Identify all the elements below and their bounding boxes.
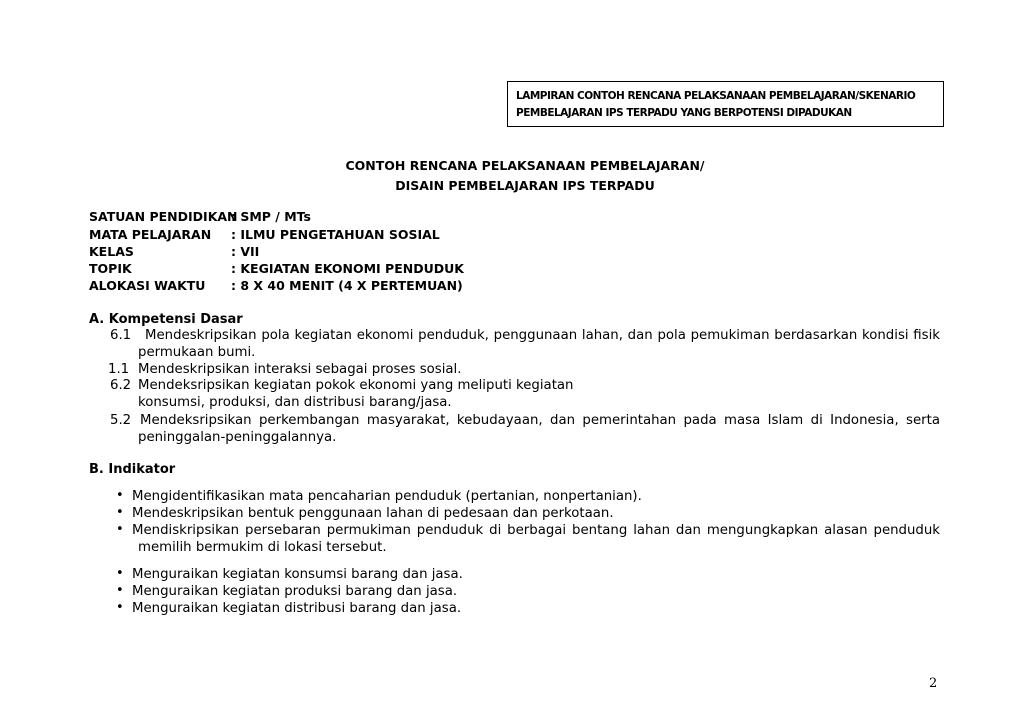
section-a-heading: A. Kompetensi Dasar	[89, 312, 243, 327]
identity-label: SATUAN PENDIDIKAN	[89, 209, 238, 224]
title-line-2: DISAIN PEMBELAJARAN IPS TERPADU	[395, 178, 655, 193]
document-title	[320, 156, 730, 196]
competency-text: Mendeskripsikan interaksi sebagai proses sosial.	[138, 362, 462, 377]
bullet-icon: •	[116, 488, 124, 503]
bullet-icon: •	[116, 505, 124, 520]
competency-text-cont: peninggalan-peninggalannya.	[138, 430, 337, 445]
attachment-line-2: PEMBELAJARAN IPS TERPADU YANG BERPOTENSI DIPADUKAN	[516, 107, 852, 119]
identity-value: : SMP / MTs	[231, 209, 311, 224]
competency-text-cont: permukaan bumi.	[138, 345, 256, 360]
identity-value: : ILMU PENGETAHUAN SOSIAL	[231, 227, 440, 242]
indicator-text: Mendeskripsikan bentuk penggunaan lahan di pedesaan dan perkotaan.	[132, 506, 614, 521]
attachment-box	[507, 81, 944, 127]
page-number: 2	[929, 676, 938, 691]
bullet-icon: •	[116, 522, 124, 537]
identity-label: MATA PELAJARAN	[89, 227, 212, 242]
competency-number: 6.2	[110, 378, 132, 393]
bullet-icon: •	[116, 566, 124, 581]
identity-value: : KEGIATAN EKONOMI PENDUDUK	[231, 261, 464, 276]
competency-text: Mendeskripsikan pola kegiatan ekonomi penduduk, penggunaan lahan, dan pola pemukiman berdasarkan kondisi fisik	[145, 328, 940, 343]
identity-label: TOPIK	[89, 261, 132, 276]
title-line-1: CONTOH RENCANA PELAKSANAAN PEMBELAJARAN/	[345, 158, 705, 173]
section-b-heading: B. Indikator	[89, 462, 176, 477]
attachment-line-1: LAMPIRAN CONTOH RENCANA PELAKSANAAN PEMBELAJARAN/SKENARIO	[516, 90, 916, 102]
identity-value: : VII	[231, 244, 260, 259]
indicator-text: Menguraikan kegiatan distribusi barang dan jasa.	[132, 601, 462, 616]
competency-text-cont: konsumsi, produksi, dan distribusi barang/jasa.	[138, 395, 452, 410]
identity-label: KELAS	[89, 244, 134, 259]
competency-number: 6.1	[110, 328, 132, 343]
competency-text: Mendeksripsikan perkembangan masyarakat, kebudayaan, dan pemerintahan pada masa Islam di Indonesia, serta	[140, 413, 940, 428]
indicator-text: Menguraikan kegiatan konsumsi barang dan jasa.	[132, 567, 463, 582]
competency-number: 5.2	[110, 413, 132, 428]
bullet-icon: •	[116, 600, 124, 615]
bullet-icon: •	[116, 583, 124, 598]
indicator-text: Mendiskripsikan persebaran permukiman penduduk di berbagai bentang lahan dan mengungkapkan alasan penduduk	[132, 523, 940, 538]
indicator-text: Mengidentifikasikan mata pencaharian penduduk (pertanian, nonpertanian).	[132, 489, 642, 504]
indicator-text-cont: memilih bermukim di lokasi tersebut.	[138, 540, 387, 555]
competency-number: 1.1	[108, 362, 130, 377]
indicator-text: Menguraikan kegiatan produksi barang dan jasa.	[132, 584, 458, 599]
identity-value: : 8 X 40 MENIT (4 X PERTEMUAN)	[231, 278, 463, 293]
identity-label: ALOKASI WAKTU	[89, 278, 206, 293]
competency-text: Mendeksripsikan kegiatan pokok ekonomi yang meliputi kegiatan	[138, 378, 574, 393]
